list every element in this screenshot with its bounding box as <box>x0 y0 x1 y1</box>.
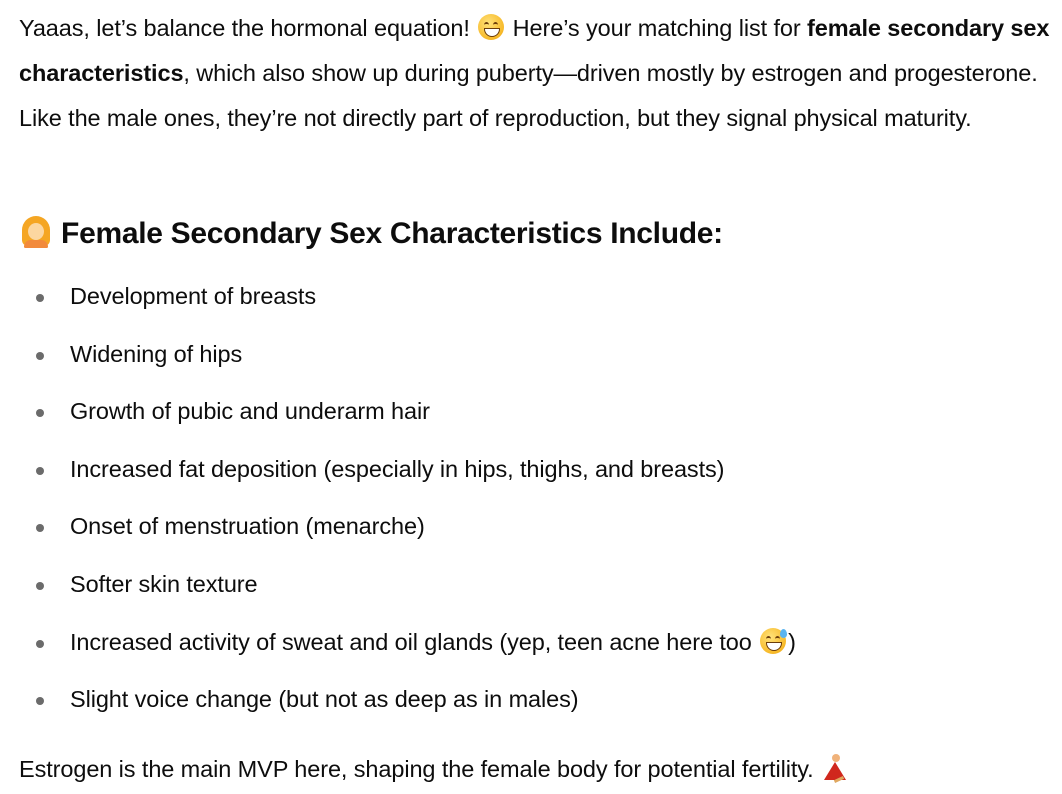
grinning-face-icon <box>478 14 504 40</box>
grinning-face-with-sweat-icon <box>760 628 786 654</box>
list-item <box>19 268 1049 326</box>
bullet <box>36 582 44 590</box>
bullet <box>36 640 44 648</box>
list-item-text: Softer skin texture <box>70 570 258 597</box>
woman-icon <box>21 216 51 248</box>
list-item <box>19 671 1049 729</box>
intro-text-1: Yaaas, let’s balance the hormonal equation! <box>19 15 470 41</box>
list-item-suffix: ) <box>788 628 796 655</box>
list-item <box>19 441 1049 499</box>
list-item-text: Onset of menstruation (menarche) <box>70 513 425 540</box>
intro-text-2: Here’s your matching list for <box>506 15 808 41</box>
bullet <box>36 409 44 417</box>
intro-paragraph <box>19 6 1059 141</box>
bullet <box>36 352 44 360</box>
bullet <box>36 524 44 532</box>
list-item <box>19 383 1049 441</box>
list-item-text: Increased fat deposition (especially in hips, thighs, and breasts) <box>70 455 725 482</box>
list-item-text: Growth of pubic and underarm hair <box>70 398 430 425</box>
characteristics-list <box>19 268 1049 729</box>
list-item-text: Slight voice change (but not as deep as in males) <box>70 686 579 713</box>
list-item-text: Widening of hips <box>70 340 243 367</box>
list-item <box>19 614 1049 672</box>
dancer-icon <box>822 754 848 782</box>
list-item <box>19 556 1049 614</box>
bullet <box>36 467 44 475</box>
list-item <box>19 326 1049 384</box>
list-item-text: Development of breasts <box>70 283 316 309</box>
section-heading <box>19 212 723 256</box>
outro-paragraph <box>19 747 850 792</box>
list-item-text: Increased activity of sweat and oil glands (yep, teen acne here too <box>70 628 759 655</box>
section-heading-text: Female Secondary Sex Characteristics Include: <box>61 217 723 250</box>
intro-bold-text: female secondary sex characteristics <box>19 15 1050 86</box>
intro-text-3: , which also show up during puberty—driven mostly by estrogen and progesterone. Like the male ones, they’re not directly part of reproduction, but they signal physical maturity. <box>19 60 1038 131</box>
outro-text: Estrogen is the main MVP here, shaping the female body for potential fertility. <box>19 756 814 782</box>
list-item <box>19 498 1049 556</box>
bullet <box>36 294 44 302</box>
bullet <box>36 697 44 705</box>
